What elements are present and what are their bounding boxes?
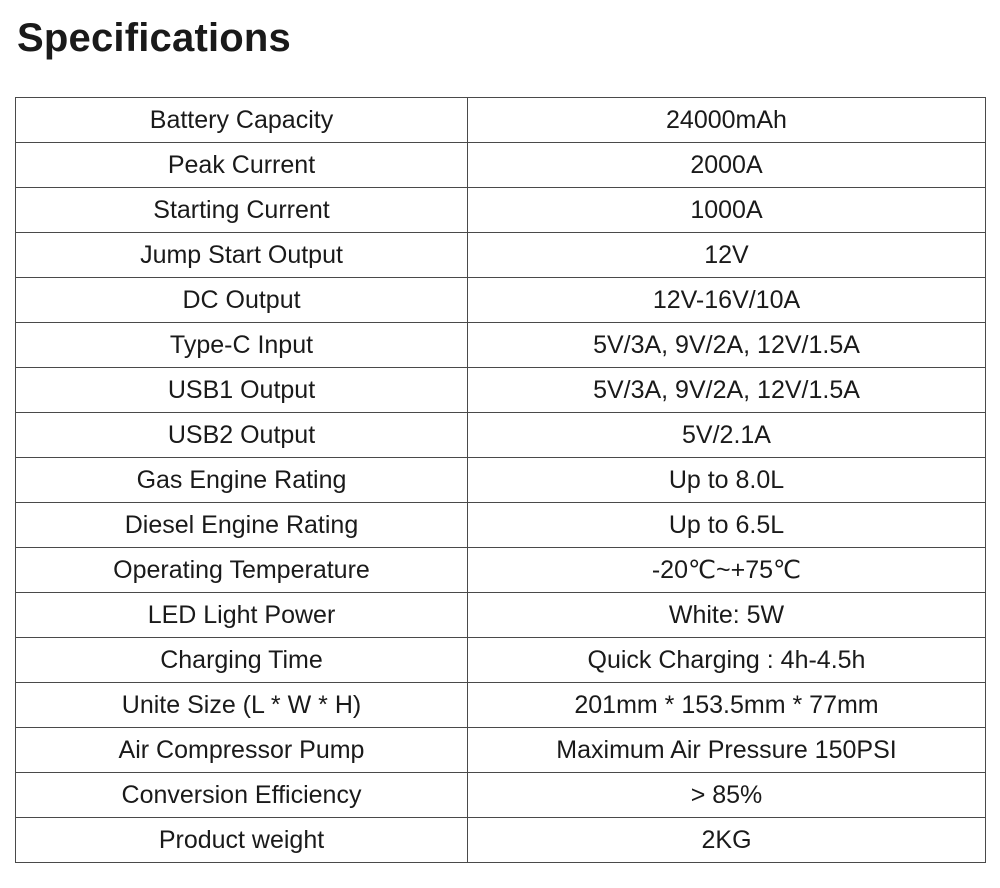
table-row xyxy=(16,368,986,413)
specifications-table-body xyxy=(16,98,986,863)
table-row xyxy=(16,278,986,323)
spec-label-cell: LED Light Power xyxy=(16,593,468,638)
table-row xyxy=(16,323,986,368)
spec-label-cell: Product weight xyxy=(16,818,468,863)
spec-value-cell: 2000A xyxy=(468,143,986,188)
table-row xyxy=(16,548,986,593)
table-row xyxy=(16,413,986,458)
spec-label-cell: Battery Capacity xyxy=(16,98,468,143)
spec-value-cell: > 85% xyxy=(468,773,986,818)
spec-value-cell: Up to 6.5L xyxy=(468,503,986,548)
spec-value-cell: 1000A xyxy=(468,188,986,233)
table-row xyxy=(16,593,986,638)
spec-value-cell: -20℃~+75℃ xyxy=(468,548,986,593)
spec-value-cell: 5V/3A, 9V/2A, 12V/1.5A xyxy=(468,368,986,413)
table-row xyxy=(16,188,986,233)
spec-value-cell: Maximum Air Pressure 150PSI xyxy=(468,728,986,773)
page-title: Specifications xyxy=(17,16,291,60)
spec-value-cell: 201mm * 153.5mm * 77mm xyxy=(468,683,986,728)
table-row xyxy=(16,143,986,188)
table-row xyxy=(16,773,986,818)
spec-label-cell: Operating Temperature xyxy=(16,548,468,593)
spec-label-cell: USB1 Output xyxy=(16,368,468,413)
spec-label-cell: Diesel Engine Rating xyxy=(16,503,468,548)
table-row xyxy=(16,638,986,683)
spec-label-cell: Jump Start Output xyxy=(16,233,468,278)
spec-label-cell: Type-C Input xyxy=(16,323,468,368)
spec-label-cell: DC Output xyxy=(16,278,468,323)
spec-value-cell: 12V xyxy=(468,233,986,278)
table-row xyxy=(16,683,986,728)
spec-value-cell: 5V/3A, 9V/2A, 12V/1.5A xyxy=(468,323,986,368)
spec-value-cell: 2KG xyxy=(468,818,986,863)
table-row xyxy=(16,818,986,863)
spec-label-cell: Starting Current xyxy=(16,188,468,233)
table-row xyxy=(16,98,986,143)
specifications-table xyxy=(15,97,986,863)
table-row xyxy=(16,458,986,503)
spec-label-cell: Air Compressor Pump xyxy=(16,728,468,773)
spec-label-cell: Unite Size (L * W * H) xyxy=(16,683,468,728)
table-row xyxy=(16,233,986,278)
spec-value-cell: Up to 8.0L xyxy=(468,458,986,503)
spec-label-cell: USB2 Output xyxy=(16,413,468,458)
spec-label-cell: Gas Engine Rating xyxy=(16,458,468,503)
spec-value-cell: 5V/2.1A xyxy=(468,413,986,458)
table-row xyxy=(16,728,986,773)
spec-value-cell: White: 5W xyxy=(468,593,986,638)
spec-value-cell: 12V-16V/10A xyxy=(468,278,986,323)
table-row xyxy=(16,503,986,548)
spec-value-cell: Quick Charging : 4h-4.5h xyxy=(468,638,986,683)
spec-label-cell: Charging Time xyxy=(16,638,468,683)
spec-label-cell: Peak Current xyxy=(16,143,468,188)
spec-value-cell: 24000mAh xyxy=(468,98,986,143)
spec-label-cell: Conversion Efficiency xyxy=(16,773,468,818)
